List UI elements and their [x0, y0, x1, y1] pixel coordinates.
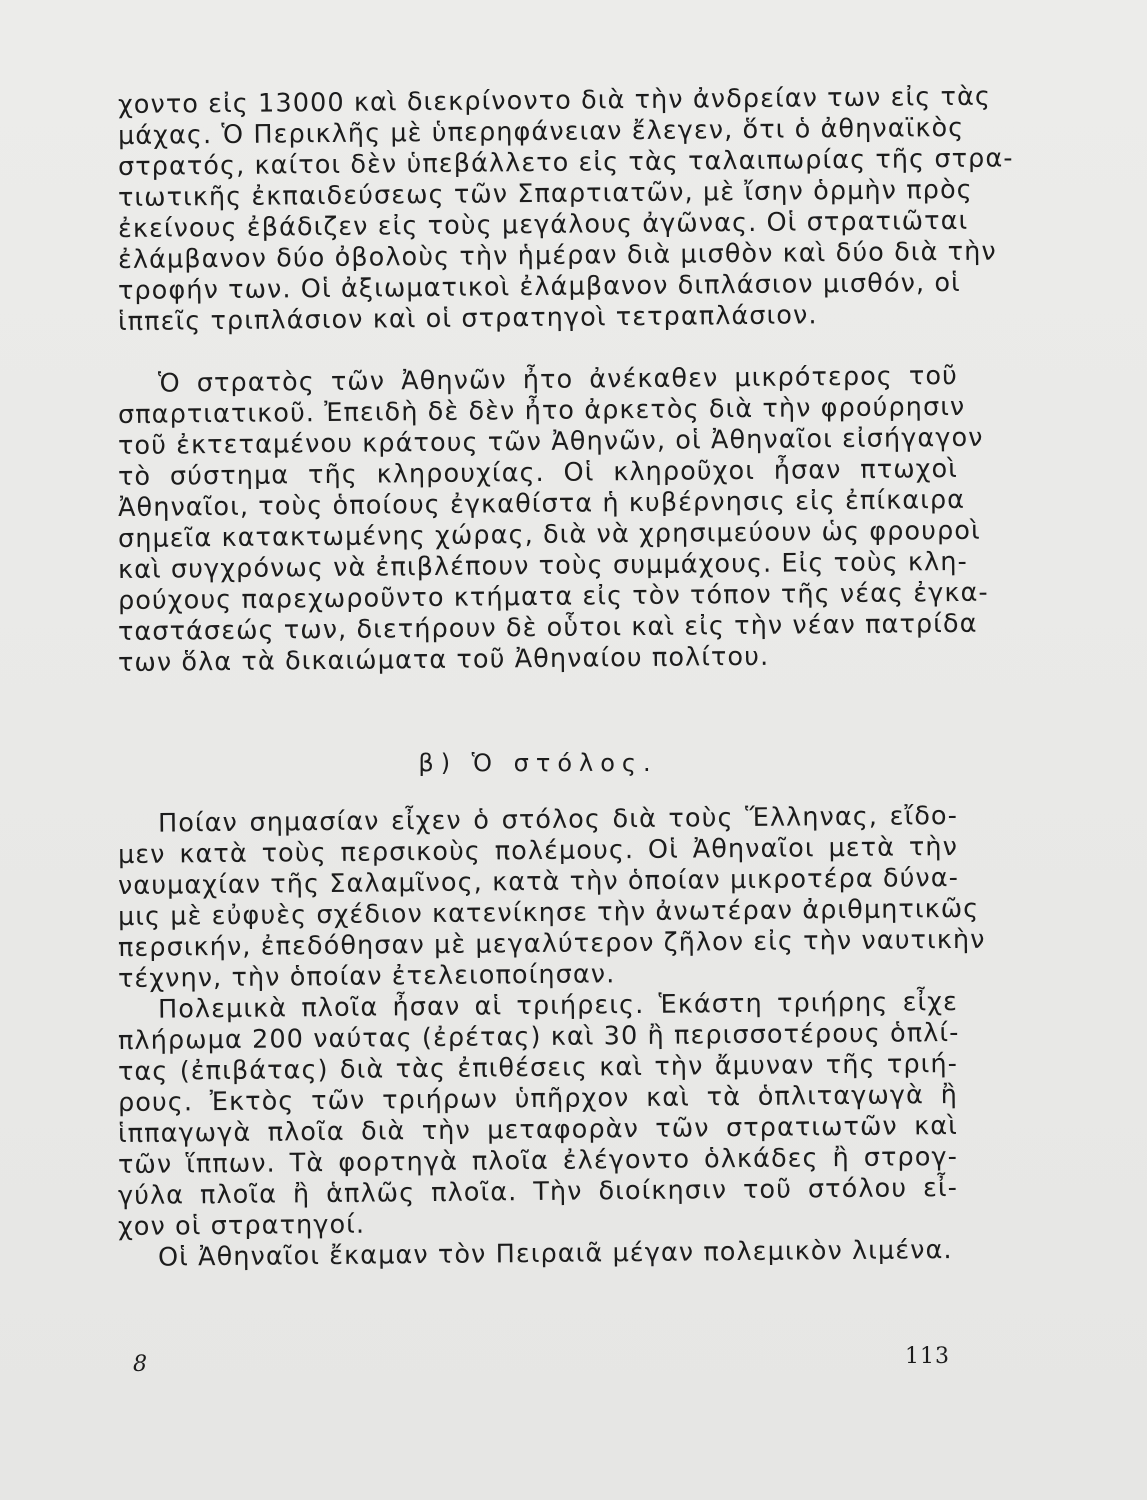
text-line: τιωτικῆς ἐκπαιδεύσεως τῶν Σπαρτιατῶν, μὲ ἴσην ὁρμὴν πρὸς	[117, 174, 973, 213]
text-line: μεν κατὰ τοὺς περσικοὺς πολέμους. Οἱ Ἀθηναῖοι μετὰ τὴν	[117, 831, 959, 870]
paragraph-cleruchy	[117, 360, 989, 679]
text-line: στρατός, καίτοι δὲν ὑπεβάλλετο εἰς τὰς ταλαιπωρίας τῆς στρα-	[117, 143, 1014, 182]
text-line: πλήρωμα 200 ναύτας (ἐρέτας) καὶ 30 ἢ περισσοτέρους ὁπλί-	[117, 1017, 960, 1056]
signature-mark: 8	[133, 1352, 147, 1377]
text-line: σπαρτιατικοῦ. Ἐπειδὴ δὲ δὲν ἦτο ἀρκετὸς διὰ τὴν φρούρησιν	[117, 391, 966, 430]
text-line: καὶ συγχρόνως νὰ ἐπιβλέπουν τοὺς συμμάχους. Εἰς τοὺς κλη-	[117, 546, 968, 585]
text-line: ἱππαγωγὰ πλοῖα διὰ τὴν μεταφορὰν τῶν στρατιωτῶν καὶ	[117, 1110, 959, 1149]
text-line: χοντο εἰς 13000 καὶ διεκρίνοντο διὰ τὴν ἀνδρείαν των εἰς τὰς	[117, 81, 992, 120]
text-line: τοῦ ἐκτεταμένου κράτους τῶν Ἀθηνῶν, οἱ Ἀθηναῖοι εἰσήγαγον	[117, 422, 984, 461]
text-line: ναυμαχίαν τῆς Σαλαμῖνος, κατὰ τὴν ὁποίαν μικροτέρα δύνα-	[117, 862, 960, 901]
text-line: Ὁ στρατὸς τῶν Ἀθηνῶν ἦτο ἀνέκαθεν μικρότερος τοῦ	[157, 360, 959, 399]
paragraph-fleet-importance	[117, 800, 986, 995]
text-line: τας (ἐπιβάτας) διὰ τὰς ἐπιθέσεις καὶ τὴν ἄμυναν τῆς τριή-	[117, 1048, 959, 1087]
text-line: Οἱ Ἀθηναῖοι ἔκαμαν τὸν Πειραιᾶ μέγαν πολεμικὸν λιμένα.	[157, 1234, 953, 1273]
text-line: σημεῖα κατακτωμένης χώρας, διὰ νὰ χρησιμεύουν ὡς φρουροὶ	[117, 515, 981, 554]
text-line: τὸ σύστημα τῆς κληρουχίας. Οἱ κληροῦχοι ἦσαν πτωχοὶ	[117, 453, 959, 492]
text-line: Ποίαν σημασίαν εἶχεν ὁ στόλος διὰ τοὺς Ἕλληνας, εἴδο-	[157, 800, 959, 839]
paragraph-army-pay	[117, 81, 1014, 338]
text-line: τέχνην, τὴν ὁποίαν ἐτελειοποίησαν.	[117, 959, 616, 994]
text-line: των ὅλα τὰ δικαιώματα τοῦ Ἀθηναίου πολίτου.	[117, 641, 770, 678]
text-line: ρούχους παρεχωροῦντο κτήματα εἰς τὸν τόπον τῆς νέας ἐγκα-	[117, 577, 989, 616]
section-heading: β) Ὁ στόλος.	[418, 749, 658, 777]
text-line: ἐκείνους ἐβάδιζεν εἰς τοὺς μεγάλους ἀγῶνας. Οἱ στρατιῶται	[117, 205, 969, 244]
page-number: 113	[905, 1344, 950, 1369]
text-line: περσικήν, ἐπεδόθησαν μὲ μεγαλύτερον ζῆλον εἰς τὴν ναυτικὴν	[117, 924, 986, 963]
paragraph-piraeus	[118, 1234, 958, 1274]
text-line: χον οἱ στρατηγοί.	[117, 1209, 366, 1242]
text-line: ἐλάμβανον δύο ὀβολοὺς τὴν ἡμέραν διὰ μισθὸν καὶ δύο διὰ τὴν	[117, 236, 997, 275]
text-line: μάχας. Ὁ Περικλῆς μὲ ὑπερηφάνειαν ἔλεγεν, ὅτι ὁ ἀθηναϊκὸς	[117, 112, 965, 151]
text-line: μις μὲ εὐφυὲς σχέδιον κατενίκησε τὴν ἀνωτέραν ἀριθμητικῶς	[117, 893, 980, 932]
text-line: γύλα πλοῖα ἢ ἁπλῶς πλοῖα. Τὴν διοίκησιν τοῦ στόλου εἶ-	[117, 1172, 959, 1211]
text-line: Πολεμικὰ πλοῖα ἦσαν αἱ τριήρεις. Ἑκάστη τριήρης εἶχε	[157, 986, 959, 1025]
text-line: ἱππεῖς τριπλάσιον καὶ οἱ στρατηγοὶ τετραπλάσιον.	[117, 300, 818, 337]
text-line: ταστάσεώς των, διετήρουν δὲ οὗτοι καὶ εἰς τὴν νέαν πατρίδα	[117, 608, 978, 647]
text-line: τῶν ἵππων. Τὰ φορτηγὰ πλοῖα ἐλέγοντο ὁλκάδες ἢ στρογ-	[117, 1141, 959, 1180]
text-line: ρους. Ἐκτὸς τῶν τριήρων ὑπῆρχον καὶ τὰ ὁπλιταγωγὰ ἢ	[117, 1079, 959, 1118]
paragraph-triremes	[117, 986, 960, 1243]
text-line: τροφήν των. Οἱ ἀξιωματικοὶ ἐλάμβανον διπλάσιον μισθόν, οἱ	[117, 267, 961, 306]
text-line: Ἀθηναῖοι, τοὺς ὁποίους ἐγκαθίστα ἡ κυβέρνησις εἰς ἐπίκαιρα	[117, 484, 966, 523]
